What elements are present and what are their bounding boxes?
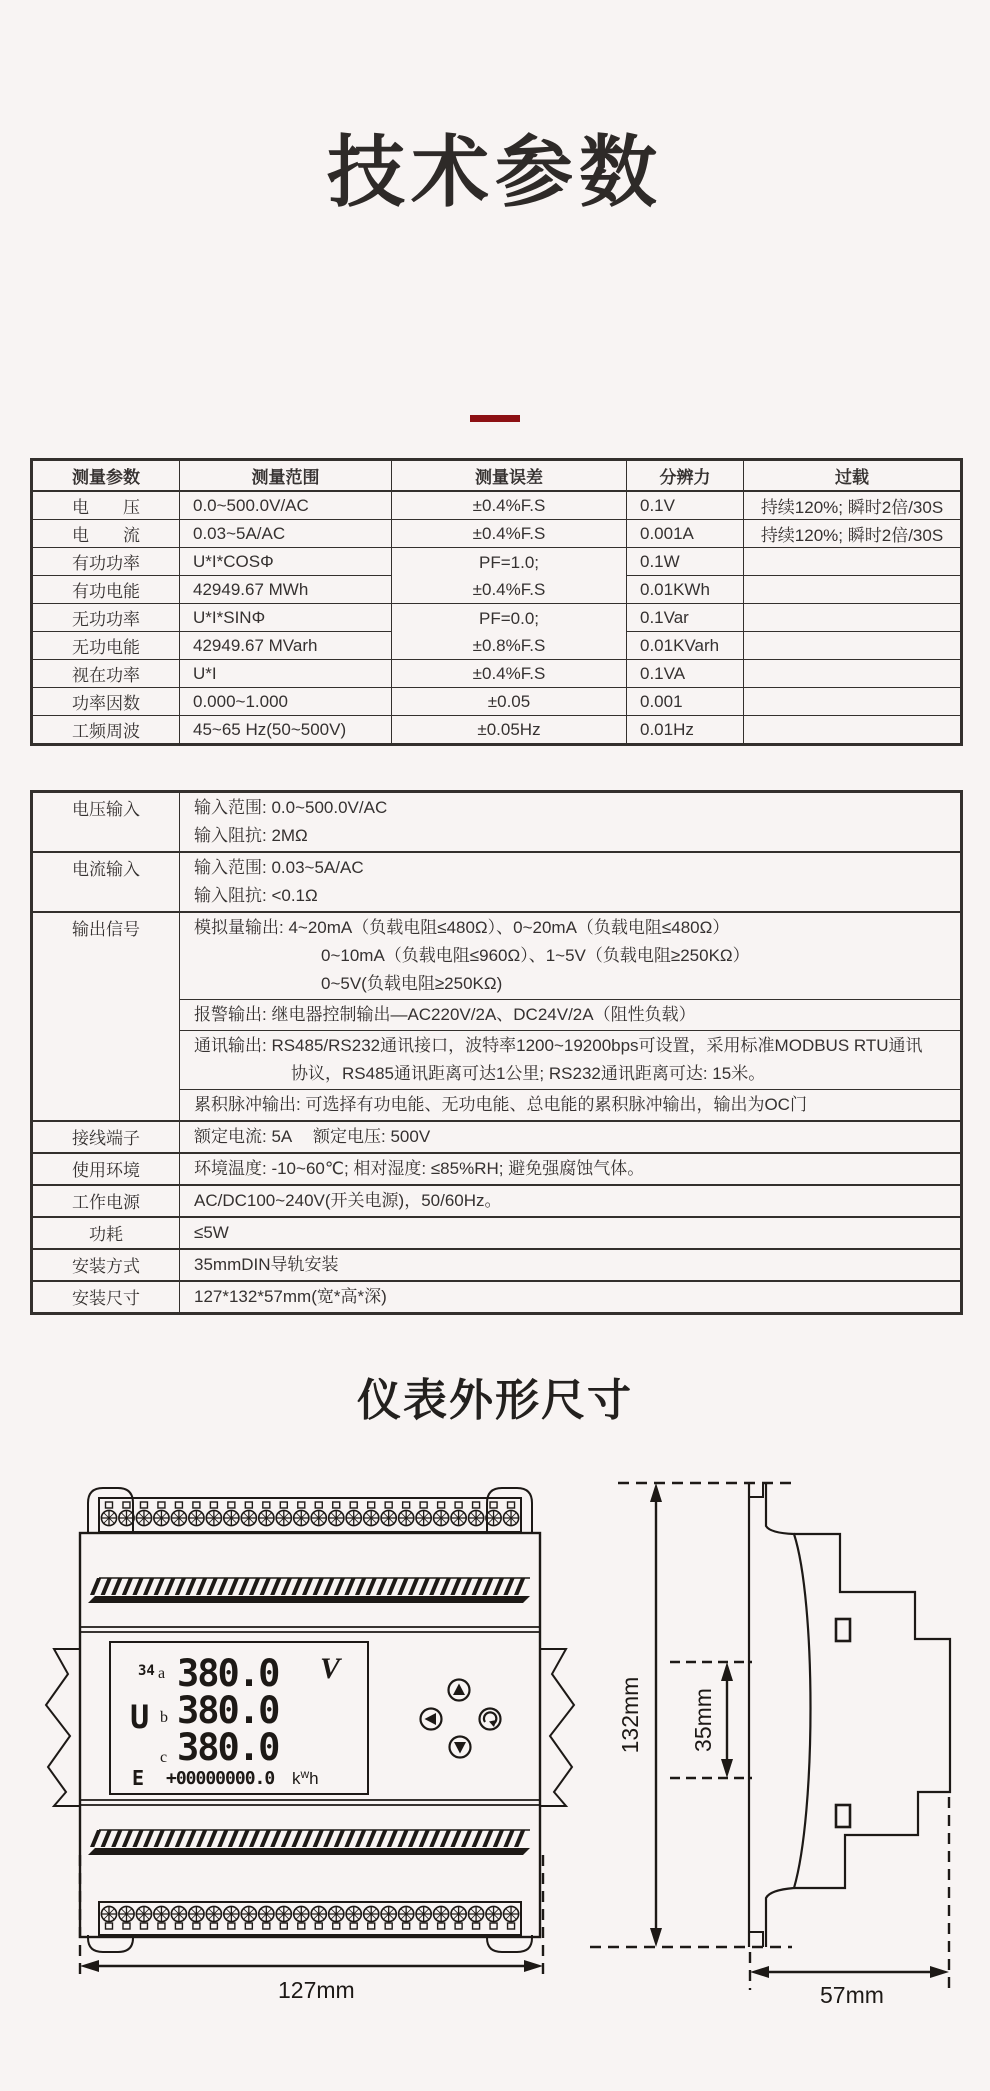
- grille-slat: [313, 1578, 324, 1595]
- lcd-voltage-c: 380.0: [177, 1726, 279, 1769]
- grille-slat: [90, 1578, 101, 1595]
- terminal-slot: [508, 1923, 515, 1929]
- grille-slat: [334, 1830, 345, 1847]
- clip-window: [836, 1619, 850, 1641]
- table-row: 视在功率 U*I ±0.4%F.S 0.1VA: [32, 660, 962, 688]
- grille-slat: [334, 1578, 345, 1595]
- grille-slat: [429, 1830, 440, 1847]
- table-row: 电流输入 输入范围: 0.03~5A/AC 输入阻抗: <0.1Ω: [32, 852, 962, 912]
- grille-slat: [270, 1578, 281, 1595]
- terminal-slot: [315, 1502, 322, 1508]
- grille-slat: [101, 1830, 112, 1847]
- table-row: 无功电能 42949.67 MVarh 0.01KVarh: [32, 632, 962, 660]
- down-arrow-icon: [454, 1742, 466, 1754]
- grille-slat: [461, 1578, 472, 1595]
- terminal-slot: [175, 1923, 182, 1929]
- rail-clip-right: [540, 1649, 574, 1806]
- grille-slat: [450, 1578, 461, 1595]
- width-label: 127mm: [278, 1977, 355, 2003]
- terminal-slot: [315, 1923, 322, 1929]
- terminal-slot: [158, 1923, 165, 1929]
- table-row: 电压输入 输入范围: 0.0~500.0V/AC 输入阻抗: 2MΩ: [32, 792, 962, 853]
- grille-slat: [419, 1578, 430, 1595]
- terminal-slot: [508, 1502, 515, 1508]
- lcd-u-symbol: U: [130, 1698, 150, 1736]
- grille-slat: [90, 1830, 101, 1847]
- grille-slat: [472, 1830, 483, 1847]
- grille-slat: [355, 1830, 366, 1847]
- terminal-slot: [106, 1502, 113, 1508]
- grille-slat: [164, 1830, 175, 1847]
- terminal-slot: [280, 1923, 287, 1929]
- terminal-slot: [263, 1502, 270, 1508]
- table-row: 工频周波 45~65 Hz(50~500V) ±0.05Hz 0.01Hz: [32, 716, 962, 745]
- grille-slat: [207, 1578, 218, 1595]
- grille-slat: [260, 1578, 271, 1595]
- terminal-slot: [438, 1502, 445, 1508]
- arrowhead: [750, 1966, 769, 1978]
- grille-slat: [132, 1830, 143, 1847]
- grille-slat: [196, 1578, 207, 1595]
- arrowhead: [650, 1928, 662, 1947]
- side-profile: [749, 1483, 950, 1947]
- top-notch: [749, 1483, 763, 1497]
- terminal-slot: [140, 1502, 147, 1508]
- grille-slat: [281, 1830, 292, 1847]
- grille-slat: [482, 1830, 493, 1847]
- bottom-notch: [749, 1932, 763, 1947]
- nav-button-cluster: [421, 1680, 501, 1758]
- depth-label: 57mm: [820, 1982, 884, 2008]
- grille-slat: [323, 1578, 334, 1595]
- table-row: 有功功率 U*I*COSΦ PF=1.0; ±0.4%F.S 0.1W: [32, 548, 962, 576]
- terminal-slot: [350, 1923, 357, 1929]
- grille-slat: [185, 1578, 196, 1595]
- panel-divider: [80, 1800, 540, 1805]
- terminal-slot: [263, 1923, 270, 1929]
- terminal-slot: [228, 1502, 235, 1508]
- grille-slat: [217, 1830, 228, 1847]
- lcd-phase-b: b: [160, 1709, 168, 1726]
- arrowhead: [721, 1759, 733, 1778]
- grille-slat: [175, 1578, 186, 1595]
- terminal-slot: [368, 1502, 375, 1508]
- grille-slat: [164, 1578, 175, 1595]
- grille-slat: [397, 1578, 408, 1595]
- grille-slat: [291, 1578, 302, 1595]
- col-header: 分辨力: [627, 460, 744, 492]
- terminal-slot: [385, 1923, 392, 1929]
- terminal-slot: [473, 1502, 480, 1508]
- terminal-slot: [333, 1923, 340, 1929]
- grille-slat: [387, 1578, 398, 1595]
- grille-slat: [249, 1578, 260, 1595]
- terminal-slot: [228, 1923, 235, 1929]
- terminal-slot: [455, 1502, 462, 1508]
- table-row: 接线端子 额定电流: 5A 额定电压: 500V: [32, 1121, 962, 1153]
- grille-slat: [376, 1578, 387, 1595]
- terminal-slot: [385, 1502, 392, 1508]
- grille-slat: [323, 1830, 334, 1847]
- terminal-slot: [210, 1923, 217, 1929]
- grille-slat: [249, 1830, 260, 1847]
- terminal-slot: [298, 1502, 305, 1508]
- table-header-row: [32, 460, 962, 492]
- table-row: 输出信号 模拟量输出: 4~20mA（负载电阻≤480Ω）、0~20mA（负载电阻≤480Ω） 0~10mA（负载电阻≤960Ω）、1~5V（负载电阻≥250KΩ） 0~5V(负载电阻≥250KΩ): [32, 912, 962, 1000]
- terminal-slot: [158, 1502, 165, 1508]
- table-row: 电 流 0.03~5A/AC ±0.4%F.S 0.001A 持续120%; 瞬时2倍/30S: [32, 520, 962, 548]
- grille-slat: [122, 1830, 133, 1847]
- dimension-drawing: [30, 1462, 960, 2062]
- table-row: 无功功率 U*I*SINΦ PF=0.0; ±0.8%F.S 0.1Var: [32, 604, 962, 632]
- terminal-slot: [140, 1923, 147, 1929]
- arrowhead: [80, 1960, 99, 1972]
- grille-slat: [228, 1578, 239, 1595]
- terminal-slot: [420, 1923, 427, 1929]
- lcd-voltage-a: 380.0: [177, 1652, 279, 1695]
- grille-shadow: [88, 1596, 530, 1603]
- table-row: 功率因数 0.000~1.000 ±0.05 0.001: [32, 688, 962, 716]
- general-spec-table: [30, 790, 963, 1315]
- terminal-slot: [455, 1923, 462, 1929]
- lcd-system-flag: 34: [138, 1663, 155, 1679]
- arrowhead: [524, 1960, 543, 1972]
- lcd-energy-unit: $k^wh$: [292, 1767, 319, 1788]
- terminal-slot: [245, 1923, 252, 1929]
- measurement-spec-table: [30, 458, 963, 746]
- terminal-slot: [490, 1502, 497, 1508]
- face-curve: [766, 1483, 811, 1947]
- grille-slat: [397, 1830, 408, 1847]
- grille-slat: [429, 1578, 440, 1595]
- grille-slat: [408, 1830, 419, 1847]
- page-title: 技术参数: [326, 128, 663, 216]
- meter-outline-svg: [30, 1462, 960, 2062]
- lcd-energy-symbol: E: [132, 1766, 145, 1790]
- col-header: 测量误差: [392, 460, 627, 492]
- grille-slat: [302, 1578, 313, 1595]
- grille-slat: [450, 1830, 461, 1847]
- grille-slat: [154, 1578, 165, 1595]
- terminal-strip-top: [99, 1498, 521, 1532]
- accent-dash: [470, 415, 520, 422]
- arrowhead: [650, 1483, 662, 1502]
- grille-slat: [122, 1578, 133, 1595]
- grille-slat: [111, 1578, 122, 1595]
- grille-slat: [175, 1830, 186, 1847]
- height-label: 132mm: [617, 1676, 643, 1754]
- arrowhead: [930, 1966, 949, 1978]
- terminal-slot: [473, 1923, 480, 1929]
- rail-label: 35mm: [690, 1688, 716, 1752]
- grille-slat: [493, 1578, 504, 1595]
- lcd-phase-c: c: [160, 1749, 168, 1766]
- grille-shadow: [88, 1848, 530, 1855]
- grille-slat: [440, 1830, 451, 1847]
- grille-slat: [217, 1578, 228, 1595]
- grille-slat: [313, 1830, 324, 1847]
- terminal-slot: [123, 1502, 130, 1508]
- grille-slat: [366, 1578, 377, 1595]
- clip-window: [836, 1805, 850, 1827]
- grille-slat: [302, 1830, 313, 1847]
- lcd-content: [130, 1652, 343, 1790]
- grille-slat: [493, 1830, 504, 1847]
- arrowhead: [721, 1662, 733, 1681]
- grille-slat: [270, 1830, 281, 1847]
- left-arrow-icon: [425, 1713, 437, 1725]
- terminal-slot: [175, 1502, 182, 1508]
- terminal-slot: [280, 1502, 287, 1508]
- grille-slat: [238, 1578, 249, 1595]
- terminal-slot: [438, 1923, 445, 1929]
- vent-grille-bottom: [88, 1830, 530, 1855]
- grille-slat: [228, 1830, 239, 1847]
- grille-slat: [344, 1830, 355, 1847]
- terminal-slot: [106, 1923, 113, 1929]
- grille-slat: [514, 1830, 525, 1847]
- lcd-voltage-b: 380.0: [177, 1689, 279, 1732]
- grille-slat: [154, 1830, 165, 1847]
- grille-slat: [376, 1830, 387, 1847]
- panel-divider: [80, 1627, 540, 1632]
- section-title: 仪表外形尺寸: [357, 1376, 633, 1425]
- grille-slat: [461, 1830, 472, 1847]
- terminal-slot: [123, 1923, 130, 1929]
- screw-terminals-top: [101, 1502, 518, 1526]
- table-row: 使用环境 环境温度: -10~60℃; 相对湿度: ≤85%RH; 避免强腐蚀气体。: [32, 1153, 962, 1185]
- table-row: 安装尺寸 127*132*57mm(宽*高*深): [32, 1281, 962, 1314]
- grille-slat: [101, 1578, 112, 1595]
- table-subrow: 通讯输出: RS485/RS232通讯接口，波特率1200~19200bps可设置，采用标准MODBUS RTU通讯 协议，RS485通讯距离可达1公里; RS232通讯距离可达: 15米。: [32, 1031, 962, 1090]
- grille-slat: [207, 1830, 218, 1847]
- grille-slat: [514, 1578, 525, 1595]
- grille-slat: [387, 1830, 398, 1847]
- grille-slat: [503, 1830, 514, 1847]
- grille-slat: [503, 1578, 514, 1595]
- terminal-slot: [403, 1923, 410, 1929]
- table-row: 功耗 ≤5W: [32, 1217, 962, 1249]
- table-row: 有功电能 42949.67 MWh 0.01KWh: [32, 576, 962, 604]
- terminal-slot: [193, 1923, 200, 1929]
- grille-slat: [440, 1578, 451, 1595]
- terminal-slot: [210, 1502, 217, 1508]
- terminal-slot: [420, 1502, 427, 1508]
- terminal-slot: [298, 1923, 305, 1929]
- terminal-slot: [245, 1502, 252, 1508]
- grille-slat: [472, 1578, 483, 1595]
- grille-slat: [366, 1830, 377, 1847]
- grille-slat: [344, 1578, 355, 1595]
- terminal-slot: [350, 1502, 357, 1508]
- table-row: 安装方式 35mmDIN导轨安装: [32, 1249, 962, 1281]
- lcd-volt-unit: V: [320, 1652, 341, 1685]
- grille-slat: [260, 1830, 271, 1847]
- grille-slat: [281, 1578, 292, 1595]
- vent-grille-top: [88, 1578, 530, 1603]
- grille-slat: [143, 1578, 154, 1595]
- table-row: 工作电源 AC/DC100~240V(开关电源)，50/60Hz。: [32, 1185, 962, 1217]
- grille-slat: [143, 1830, 154, 1847]
- meter-front-view: [46, 1488, 574, 2003]
- lcd-energy-value: +00000000.0: [166, 1768, 275, 1789]
- col-header: 过载: [744, 460, 962, 492]
- col-header: 测量参数: [32, 460, 180, 492]
- grille-slat: [185, 1830, 196, 1847]
- terminal-slot: [333, 1502, 340, 1508]
- screw-terminals-bottom: [101, 1906, 518, 1929]
- table-subrow: 报警输出: 继电器控制输出—AC220V/2A、DC24V/2A（阻性负载）: [32, 1000, 962, 1031]
- grille-slat: [355, 1578, 366, 1595]
- grille-slat: [419, 1830, 430, 1847]
- grille-slat: [196, 1830, 207, 1847]
- depth-dimension: [750, 1797, 949, 2008]
- grille-slat: [111, 1830, 122, 1847]
- grille-slat: [291, 1830, 302, 1847]
- up-arrow-icon: [453, 1684, 465, 1696]
- table-row: 电 压 0.0~500.0V/AC ±0.4%F.S 0.1V 持续120%; 瞬时2倍/30S: [32, 491, 962, 520]
- meter-side-view: [590, 1483, 950, 2008]
- table-subrow: 累积脉冲输出: 可选择有功电能、无功电能、总电能的累积脉冲输出，输出为OC门: [32, 1090, 962, 1122]
- terminal-slot: [403, 1502, 410, 1508]
- grille-slat: [482, 1578, 493, 1595]
- terminal-slot: [490, 1923, 497, 1929]
- terminal-slot: [193, 1502, 200, 1508]
- grille-slat: [408, 1578, 419, 1595]
- col-header: 测量范围: [180, 460, 392, 492]
- grille-slat: [132, 1578, 143, 1595]
- lcd-phase-a: a: [158, 1665, 166, 1682]
- terminal-slot: [368, 1923, 375, 1929]
- rear-steps: [794, 1534, 950, 1888]
- grille-slat: [238, 1830, 249, 1847]
- rail-clip-left: [46, 1649, 80, 1806]
